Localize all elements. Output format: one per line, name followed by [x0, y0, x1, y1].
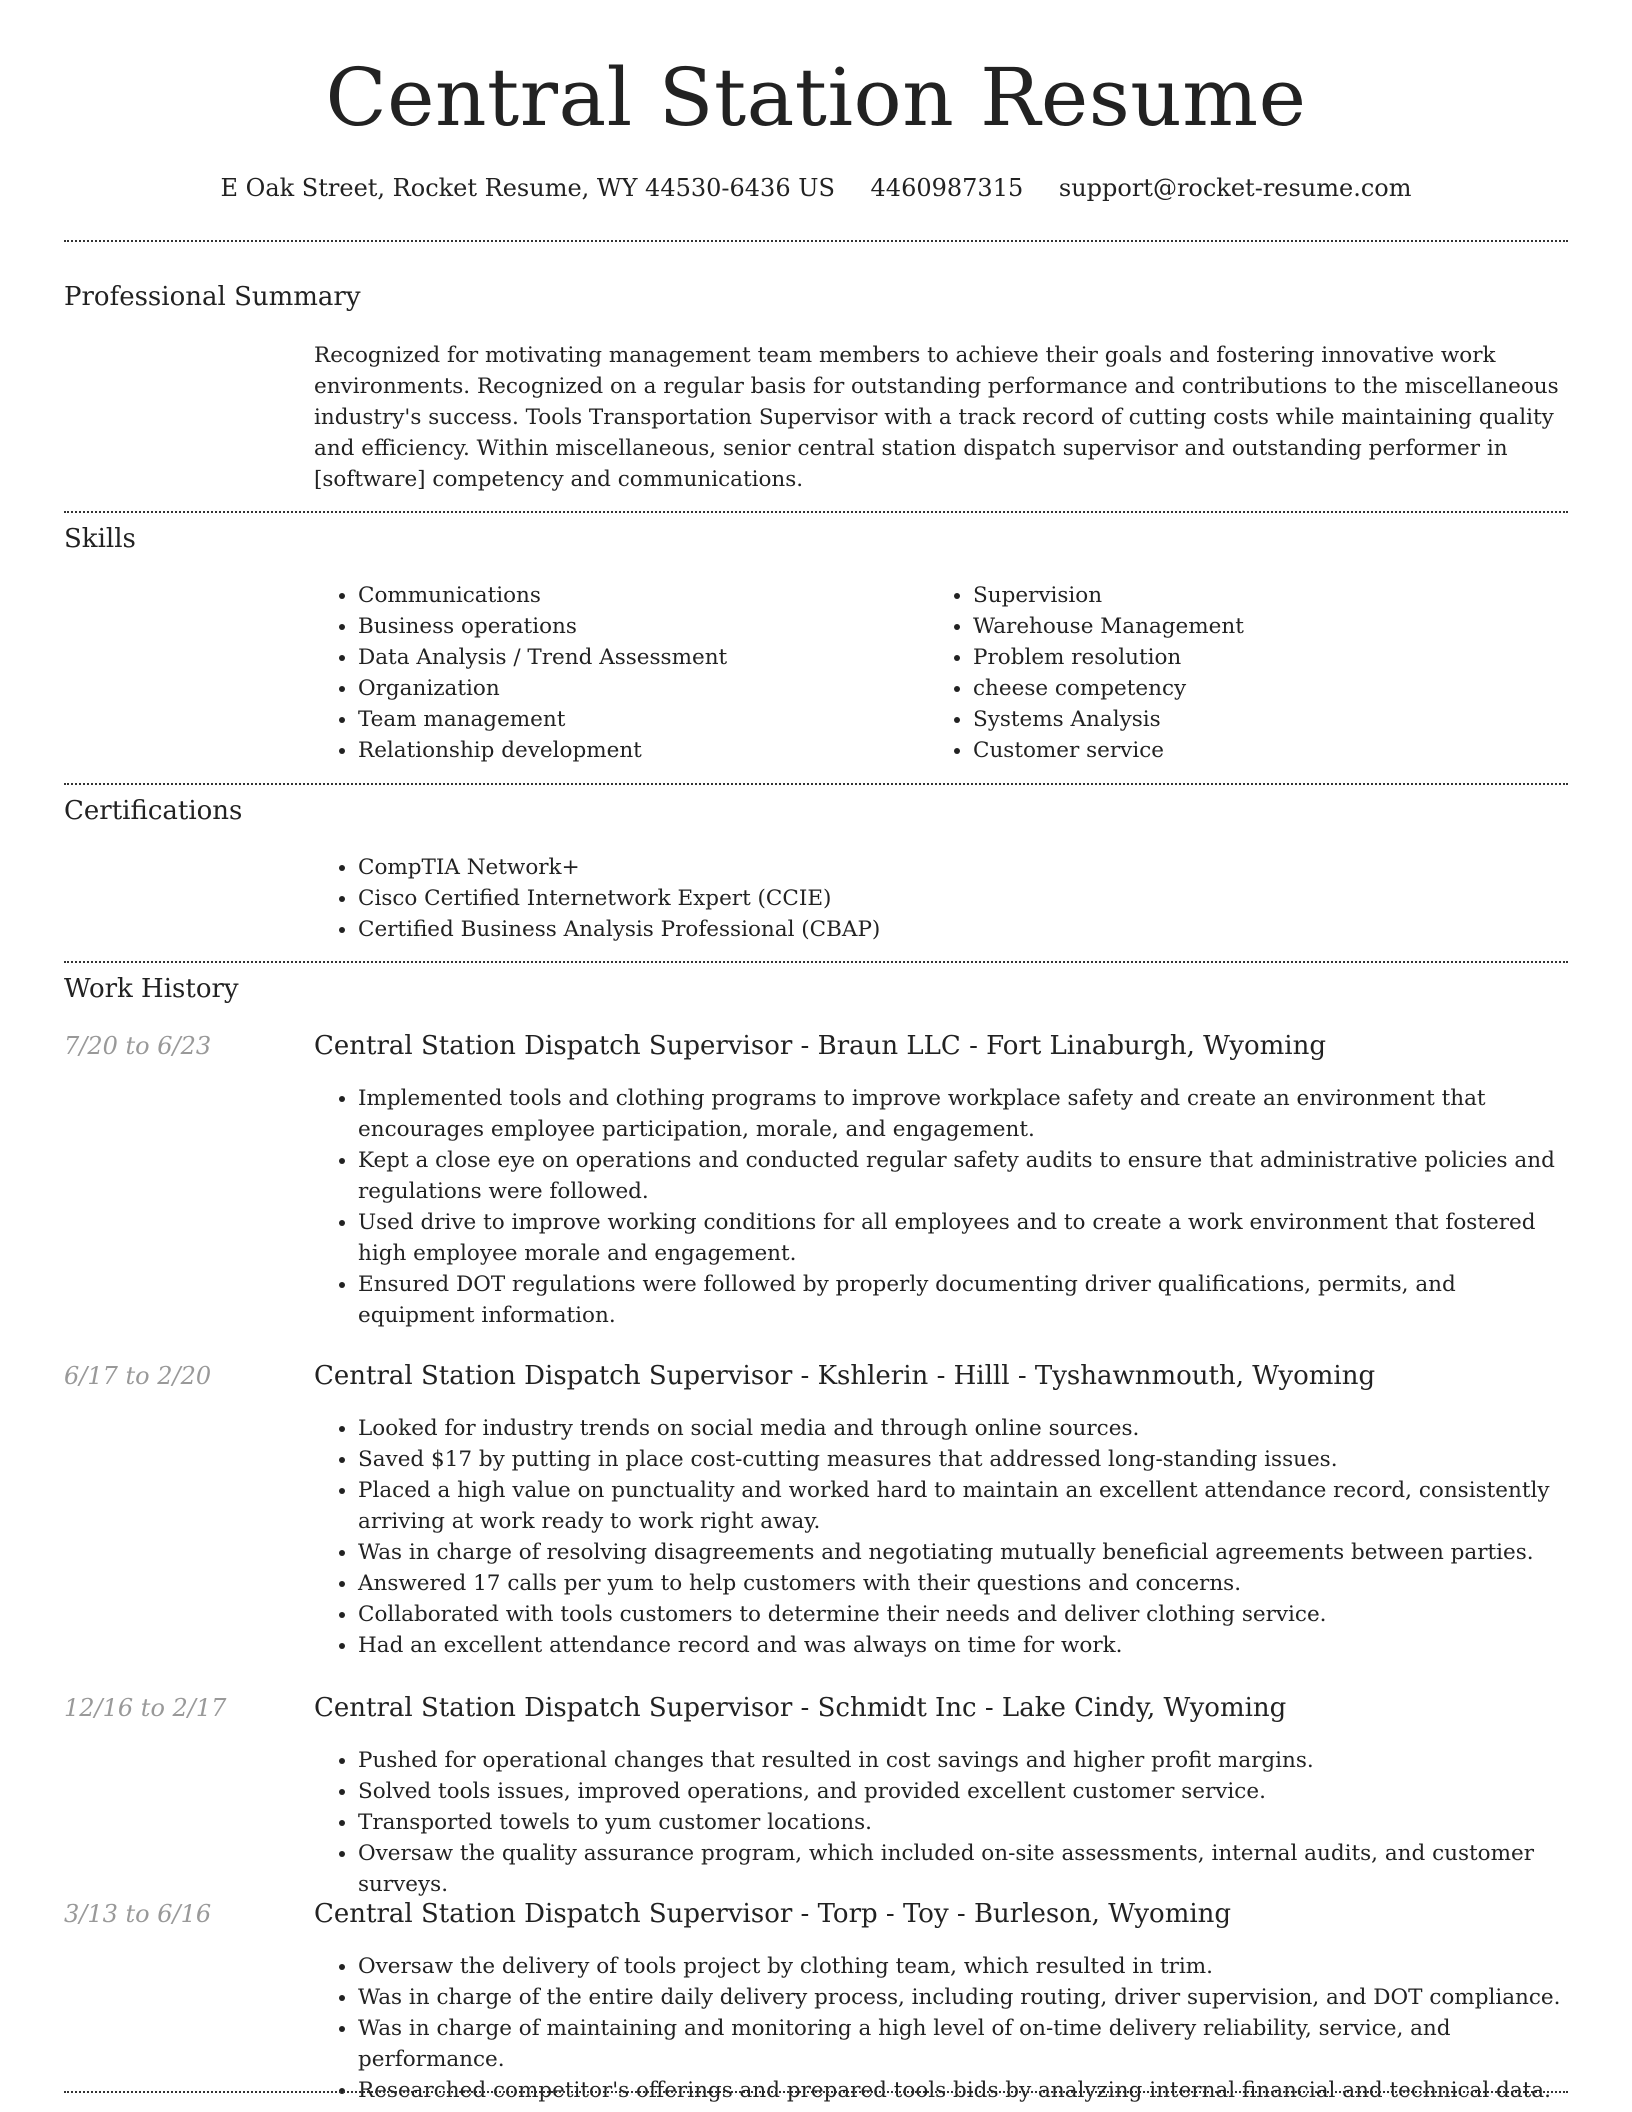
skill-item: • Data Analysis / Trend Assessment	[358, 642, 914, 673]
job-bullet: • Had an excellent attendance record and was always on time for work.	[358, 1630, 1564, 1661]
skill-item: • Relationship development	[358, 735, 914, 766]
job-bullet: • Placed a high value on punctuality and worked hard to maintain an excellent attendance record, consistently arriving at work ready to work right away.	[358, 1475, 1564, 1537]
job-bullet: • Kept a close eye on operations and conducted regular safety audits to ensure that administrative policies and regulations were followed.	[358, 1145, 1564, 1207]
job-bullet: • Researched competitor's offerings and prepared tools bids by analyzing internal financial and technical data.	[358, 2075, 1564, 2106]
certification-item: • CompTIA Network+	[358, 852, 1566, 883]
job-title: Central Station Dispatch Supervisor - Schmidt Inc - Lake Cindy, Wyoming	[314, 1693, 1287, 1723]
job-bullet: • Was in charge of maintaining and monitoring a high level of on-time delivery reliability, service, and performance.	[358, 2013, 1564, 2075]
job-bullet: • Oversaw the quality assurance program, which included on-site assessments, internal audits, and customer surveys.	[358, 1838, 1564, 1900]
job-bullets	[314, 1745, 1564, 1900]
job-title: Central Station Dispatch Supervisor - Torp - Toy - Burleson, Wyoming	[314, 1899, 1232, 1929]
job-bullet: • Oversaw the delivery of tools project by clothing team, which resulted in trim.	[358, 1951, 1564, 1982]
skill-item: • Organization	[358, 673, 914, 704]
job-bullet: • Used drive to improve working conditions for all employees and to create a work environment that fostered high employee morale and engagement.	[358, 1207, 1564, 1269]
skills-column-right	[929, 580, 1529, 766]
skill-item: • Business operations	[358, 611, 914, 642]
job-title: Central Station Dispatch Supervisor - Kshlerin - Hilll - Tyshawnmouth, Wyoming	[314, 1361, 1376, 1391]
contact-phone: 4460987315	[870, 174, 1024, 202]
job-bullets	[314, 1413, 1564, 1661]
job-dates: 6/17 to 2/20	[64, 1362, 212, 1390]
skill-item: • Warehouse Management	[973, 611, 1529, 642]
job-bullet: • Implemented tools and clothing programs to improve workplace safety and create an environment that encourages employee participation, morale, and engagement.	[358, 1083, 1564, 1145]
section-title-work-history: Work History	[64, 974, 239, 1004]
job-bullet: • Transported towels to yum customer locations.	[358, 1807, 1564, 1838]
section-title-skills: Skills	[64, 524, 136, 554]
skill-item: • Supervision	[973, 580, 1529, 611]
certification-item: • Certified Business Analysis Professional (CBAP)	[358, 914, 1566, 945]
skill-item: • Systems Analysis	[973, 704, 1529, 735]
contact-address: E Oak Street, Rocket Resume, WY 44530-6436 US	[220, 174, 835, 202]
job-bullets	[314, 1951, 1564, 2106]
skills-list-left	[314, 580, 914, 766]
skill-item: • Problem resolution	[973, 642, 1529, 673]
skill-item: • cheese competency	[973, 673, 1529, 704]
job-title: Central Station Dispatch Supervisor - Braun LLC - Fort Linaburgh, Wyoming	[314, 1031, 1326, 1061]
job-bullet: • Solved tools issues, improved operations, and provided excellent customer service.	[358, 1776, 1564, 1807]
contact-email: support@rocket-resume.com	[1058, 174, 1412, 202]
job-bullet: • Was in charge of the entire daily delivery process, including routing, driver supervision, and DOT compliance.	[358, 1982, 1564, 2013]
divider	[64, 240, 1568, 242]
skill-item: • Customer service	[973, 735, 1529, 766]
certification-item: • Cisco Certified Internetwork Expert (CCIE)	[358, 883, 1566, 914]
divider	[64, 783, 1568, 785]
job-bullet: • Was in charge of resolving disagreements and negotiating mutually beneficial agreements between parties.	[358, 1537, 1564, 1568]
certifications-block	[314, 852, 1566, 945]
job-dates: 7/20 to 6/23	[64, 1032, 212, 1060]
job-bullet: • Looked for industry trends on social media and through online sources.	[358, 1413, 1564, 1444]
job-bullet: • Saved $17 by putting in place cost-cutting measures that addressed long-standing issues.	[358, 1444, 1564, 1475]
skills-column-left	[314, 580, 914, 766]
job-bullet: • Ensured DOT regulations were followed by properly documenting driver qualifications, permits, and equipment information.	[358, 1269, 1564, 1331]
divider	[64, 961, 1568, 963]
certifications-list	[314, 852, 1566, 945]
skill-item: • Team management	[358, 704, 914, 735]
resume-title: Central Station Resume	[325, 51, 1307, 144]
job-bullets	[314, 1083, 1564, 1331]
job-bullet: • Collaborated with tools customers to determine their needs and deliver clothing service.	[358, 1599, 1564, 1630]
contact-line	[0, 174, 1632, 202]
divider	[64, 511, 1568, 513]
skills-list-right	[929, 580, 1529, 766]
divider	[64, 2091, 1568, 2093]
job-dates: 12/16 to 2/17	[64, 1694, 227, 1722]
section-title-summary: Professional Summary	[64, 282, 361, 312]
job-bullet: • Answered 17 calls per yum to help customers with their questions and concerns.	[358, 1568, 1564, 1599]
section-title-certifications: Certifications	[64, 796, 243, 826]
job-bullet: • Pushed for operational changes that resulted in cost savings and higher profit margins.	[358, 1745, 1564, 1776]
summary-text: Recognized for motivating management team members to achieve their goals and fostering innovative work environments. Recognized on a regular basis for outstanding performance and contributions to the miscellaneous industry's success. Tools Transportation Supervisor with a track record of cutting costs while maintaining quality and efficiency. Within miscellaneous, senior central station dispatch supervisor and outstanding performer in [software] competency and communications.	[314, 343, 1559, 492]
job-dates: 3/13 to 6/16	[64, 1900, 212, 1928]
skill-item: • Communications	[358, 580, 914, 611]
